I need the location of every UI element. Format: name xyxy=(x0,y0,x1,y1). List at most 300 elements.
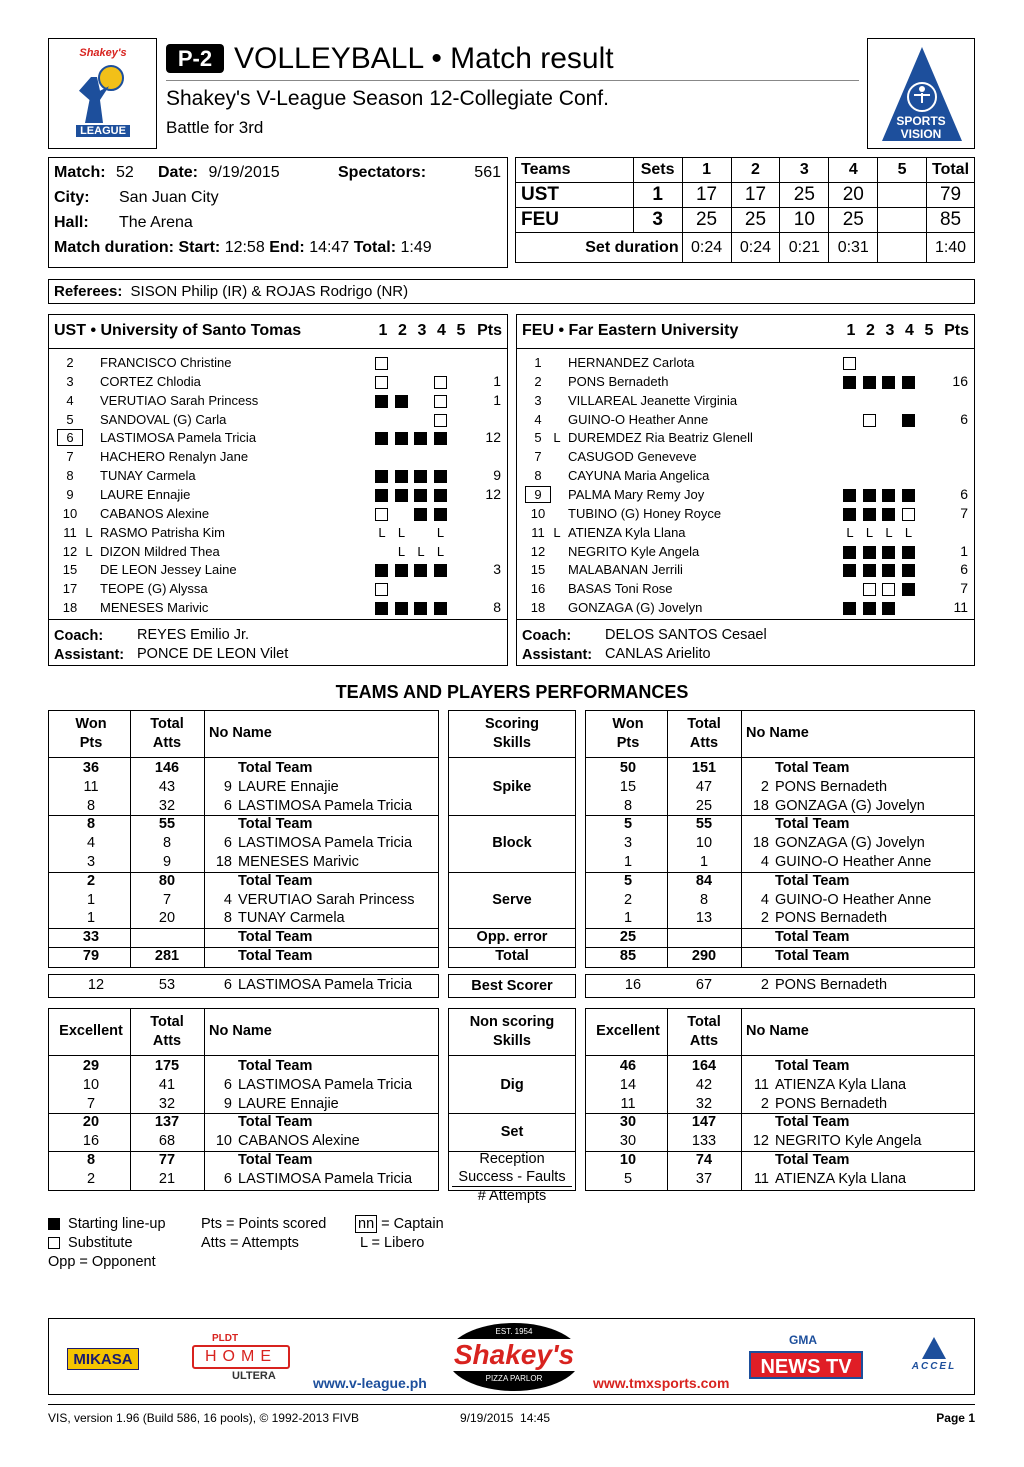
starting-square-icon xyxy=(863,508,876,521)
table-rule xyxy=(448,872,576,873)
player-name: LASTIMOSA Pamela Tricia xyxy=(238,1170,413,1187)
player-row xyxy=(49,372,507,391)
substitute-square-icon xyxy=(843,357,856,370)
assistant-label: Assistant: xyxy=(522,647,593,663)
table-rule xyxy=(48,1055,439,1056)
best-pts: 12 xyxy=(87,977,105,993)
libero-set-marker: L xyxy=(846,524,854,540)
player-number: 9 xyxy=(66,486,74,502)
player-name: GONZAGA (G) Jovelyn xyxy=(775,797,925,814)
starting-square-icon xyxy=(882,546,895,559)
starting-square-icon xyxy=(375,395,388,408)
player-row xyxy=(49,428,507,447)
player-name: GONZAGA (G) Jovelyn xyxy=(775,835,925,852)
match-duration-row xyxy=(54,239,432,257)
player-number: 11 xyxy=(531,524,545,540)
home-text: HOME xyxy=(192,1345,290,1369)
value-won: 11 xyxy=(83,778,99,795)
match-date: 9/19/2015 xyxy=(208,164,280,181)
value-won: 2 xyxy=(86,872,96,889)
value-won: 85 xyxy=(619,948,637,964)
scoreboard-header xyxy=(516,158,975,183)
skills-header: Skills xyxy=(493,1033,531,1049)
gma-text: GMA xyxy=(789,1333,817,1347)
starting-square-icon xyxy=(434,470,447,483)
value-atts: 9 xyxy=(162,854,172,870)
starting-square-icon xyxy=(863,546,876,559)
libero-marker: L xyxy=(553,524,561,540)
legend xyxy=(48,1215,468,1275)
start-time: 12:58 xyxy=(224,239,265,256)
value-atts: 133 xyxy=(691,1133,717,1150)
player-number: 2 xyxy=(534,373,542,389)
player-name: PONS Bernadeth xyxy=(775,778,888,795)
player-number: 2 xyxy=(760,1095,769,1112)
player-name: CABANOS Alexine xyxy=(238,1133,360,1150)
total-score: 79 xyxy=(927,183,975,208)
tmx-url: www.tmxsports.com xyxy=(593,1375,730,1391)
player-number: 15 xyxy=(530,562,546,578)
player-row xyxy=(517,466,974,485)
roster-set-header: 3 xyxy=(417,322,427,339)
substitute-square-icon xyxy=(375,508,388,521)
teams-header: Teams xyxy=(516,158,634,183)
best-atts: 53 xyxy=(158,977,176,993)
player-name: HACHERO Renalyn Jane xyxy=(100,449,249,465)
legend-starting-text: Starting line-up xyxy=(68,1216,166,1232)
footer-version: VIS, version 1.96 (Build 586, 16 pools), © 1992-2013 FIVB xyxy=(48,1411,360,1425)
starting-square-icon xyxy=(434,602,447,615)
starting-square-icon xyxy=(375,489,388,502)
roster-footer-rule xyxy=(517,619,974,620)
roster-set-header: 5 xyxy=(456,322,466,339)
value-won: 5 xyxy=(623,816,633,833)
player-number: 9 xyxy=(525,486,551,503)
player-name: MENESES Marivic xyxy=(238,854,359,870)
shakeys-logo-text: Shakey's xyxy=(79,47,127,59)
player-number: 10 xyxy=(215,1133,232,1150)
roster-set-header: 5 xyxy=(924,322,934,339)
scoreboard-table xyxy=(515,157,975,263)
value-atts: 55 xyxy=(158,816,176,833)
starting-square-icon xyxy=(882,489,895,502)
value-atts: 8 xyxy=(162,835,172,852)
reception-sub1: Success - Faults xyxy=(452,1168,572,1187)
coach-label: Coach: xyxy=(54,628,104,644)
player-number: 2 xyxy=(760,910,769,927)
total-time: 1:49 xyxy=(400,239,432,256)
value-atts: 20 xyxy=(158,910,176,927)
league-logo-text: LEAGUE xyxy=(76,125,130,137)
value-won: 2 xyxy=(623,891,633,908)
sports-vision-text-bottom: VISION xyxy=(900,127,942,141)
document-code-badge: P-2 xyxy=(166,44,224,73)
no-name-header: No Name xyxy=(746,1023,809,1039)
no-name-header: No Name xyxy=(209,725,272,741)
starting-square-icon xyxy=(902,489,915,502)
skill-name: Total xyxy=(495,948,529,964)
starting-square-icon xyxy=(882,602,895,615)
player-name: BASAS Toni Rose xyxy=(568,581,673,597)
sets-won: 1 xyxy=(633,183,682,208)
best-name: PONS Bernadeth xyxy=(775,977,888,993)
vleague-url: www.v-league.ph xyxy=(313,1375,427,1391)
starting-square-icon xyxy=(902,376,915,389)
roster-feu xyxy=(516,314,975,666)
player-number: 17 xyxy=(62,581,78,597)
value-won: 46 xyxy=(619,1058,637,1074)
value-atts: 1 xyxy=(699,854,709,870)
player-points: 6 xyxy=(960,561,968,578)
shakeys-league-logo xyxy=(73,47,133,142)
value-won: 16 xyxy=(82,1133,100,1150)
starting-square-icon xyxy=(48,1218,60,1230)
set-duration: 0:24 xyxy=(682,233,731,263)
date-label: Date: xyxy=(158,164,199,181)
mikasa-logo: MIKASA xyxy=(67,1348,139,1370)
player-name: Total Team xyxy=(238,1058,313,1074)
legend-substitute xyxy=(48,1234,133,1253)
player-name: Total Team xyxy=(775,1152,850,1168)
pts-header: Pts xyxy=(79,735,103,751)
value-atts: 43 xyxy=(158,778,176,795)
player-name: TUBINO (G) Honey Royce xyxy=(568,505,722,521)
substitute-square-icon xyxy=(48,1237,60,1249)
substitute-square-icon xyxy=(434,376,447,389)
set2-header: 2 xyxy=(731,158,780,183)
player-points: 16 xyxy=(952,372,968,389)
libero-set-marker: L xyxy=(378,524,386,540)
player-row xyxy=(517,485,974,504)
player-number: 4 xyxy=(534,411,542,427)
player-name: Total Team xyxy=(775,948,850,964)
player-points: 9 xyxy=(493,467,501,484)
roster-ust xyxy=(48,314,508,666)
start-label: Start: xyxy=(178,239,221,256)
excellent-header: Excellent xyxy=(596,1023,660,1039)
player-number: 18 xyxy=(752,797,769,814)
player-name: DIZON Mildred Thea xyxy=(100,543,220,559)
player-name: SANDOVAL (G) Carla xyxy=(100,411,227,427)
player-number: 5 xyxy=(66,411,74,427)
player-number: 11 xyxy=(753,1076,769,1093)
starting-square-icon xyxy=(882,564,895,577)
player-points: 8 xyxy=(493,599,501,616)
player-row xyxy=(49,560,507,579)
performances-heading: TEAMS AND PLAYERS PERFORMANCES xyxy=(335,682,689,702)
player-name: MENESES Marivic xyxy=(100,600,209,616)
roster-set-header: 3 xyxy=(885,322,895,339)
legend-opp: Opp = Opponent xyxy=(48,1254,156,1270)
set-score: 25 xyxy=(829,208,878,233)
value-atts: 32 xyxy=(695,1095,713,1112)
sponsors-box xyxy=(48,1318,975,1395)
player-row xyxy=(517,542,974,561)
player-name: Total Team xyxy=(775,760,850,776)
libero-set-marker: L xyxy=(417,543,425,559)
player-name: PONS Bernadeth xyxy=(775,910,888,927)
value-atts: 281 xyxy=(154,948,180,964)
reception-sub2: # Attempts xyxy=(477,1188,547,1204)
table-rule xyxy=(585,757,975,758)
value-atts: 25 xyxy=(695,797,713,814)
player-number: 6 xyxy=(223,797,232,814)
value-atts: 147 xyxy=(691,1114,717,1131)
starting-square-icon xyxy=(843,489,856,502)
legend-starting xyxy=(48,1215,166,1234)
value-won: 5 xyxy=(623,1170,633,1187)
value-won: 1 xyxy=(623,854,633,870)
player-name: LASTIMOSA Pamela Tricia xyxy=(238,797,413,814)
player-row xyxy=(49,504,507,523)
player-number: 1 xyxy=(534,355,542,370)
player-number: 11 xyxy=(753,1170,769,1187)
skill-name: Serve xyxy=(492,891,532,908)
match-label: Match: xyxy=(54,164,106,181)
value-atts: 164 xyxy=(691,1058,717,1074)
value-won: 50 xyxy=(619,760,637,776)
value-won: 3 xyxy=(86,854,96,870)
player-number: 7 xyxy=(534,449,542,465)
starting-square-icon xyxy=(434,564,447,577)
player-number: 16 xyxy=(530,581,546,597)
value-atts: 32 xyxy=(158,797,176,814)
end-label: End: xyxy=(269,239,305,256)
total-header: Total xyxy=(150,1014,184,1030)
legend-atts: Atts = Attempts xyxy=(201,1235,299,1251)
starting-square-icon xyxy=(414,470,427,483)
player-name: NEGRITO Kyle Angela xyxy=(775,1133,922,1150)
total-header: Total xyxy=(687,1014,721,1030)
player-name: Total Team xyxy=(238,872,313,889)
player-name: LAURE Ennajie xyxy=(100,486,191,502)
value-atts: 290 xyxy=(691,948,717,964)
player-name: DE LEON Jessey Laine xyxy=(100,562,237,578)
player-name: Total Team xyxy=(238,1152,313,1168)
best-scorer-label: Best Scorer xyxy=(471,978,553,994)
roster-footer-rule xyxy=(49,619,507,620)
starting-square-icon xyxy=(882,508,895,521)
player-name: FRANCISCO Christine xyxy=(100,355,232,370)
value-won: 8 xyxy=(86,1152,96,1168)
table-rule xyxy=(448,1055,576,1056)
table-rule xyxy=(448,757,576,758)
starting-square-icon xyxy=(414,602,427,615)
player-name: DUREMDEZ Ria Beatriz Glenell xyxy=(568,430,753,446)
player-number: 18 xyxy=(62,600,78,616)
libero-marker: L xyxy=(85,524,93,540)
substitute-square-icon xyxy=(375,376,388,389)
referees-box xyxy=(48,279,975,304)
value-atts: 55 xyxy=(695,816,713,833)
value-atts: 32 xyxy=(158,1095,176,1112)
captain-box: nn xyxy=(355,1215,377,1233)
player-row xyxy=(517,598,974,617)
starting-square-icon xyxy=(434,432,447,445)
player-points: 1 xyxy=(960,542,968,559)
player-name: NEGRITO Kyle Angela xyxy=(568,543,700,559)
player-name: Total Team xyxy=(238,760,313,776)
table-rule xyxy=(585,1055,975,1056)
player-name: GUINO-O Heather Anne xyxy=(568,411,709,427)
no-name-header: No Name xyxy=(746,725,809,741)
starting-square-icon xyxy=(395,602,408,615)
set-duration: 0:31 xyxy=(829,233,878,263)
player-number: 18 xyxy=(752,835,769,852)
player-name: CABANOS Alexine xyxy=(100,505,210,521)
roster-pts-header: Pts xyxy=(477,322,502,339)
libero-marker: L xyxy=(553,430,561,446)
libero-set-marker: L xyxy=(865,524,874,540)
starting-square-icon xyxy=(843,376,856,389)
player-name: LAURE Ennajie xyxy=(238,778,339,795)
table-rule xyxy=(48,757,439,758)
coach-name: DELOS SANTOS Cesael xyxy=(605,627,767,643)
player-number: 11 xyxy=(63,524,77,540)
value-atts: 74 xyxy=(695,1152,713,1168)
value-atts: 146 xyxy=(154,760,180,776)
player-number: 6 xyxy=(57,429,83,446)
table-rule xyxy=(741,1008,742,1191)
player-points: 3 xyxy=(493,561,501,578)
pldt-text: PLDT xyxy=(212,1333,239,1344)
libero-set-marker: L xyxy=(397,524,406,540)
player-name: RASMO Patrisha Kim xyxy=(100,524,225,540)
shakeys-pizza-logo xyxy=(447,1323,581,1391)
player-name: Total Team xyxy=(238,1114,313,1131)
player-number: 10 xyxy=(530,505,546,521)
value-atts: 21 xyxy=(158,1170,176,1187)
spectators-label: Spectators: xyxy=(338,164,427,181)
value-won: 7 xyxy=(86,1095,96,1112)
atts-header: Atts xyxy=(152,735,182,751)
starting-square-icon xyxy=(902,564,915,577)
value-won: 4 xyxy=(86,835,96,852)
value-won: 2 xyxy=(86,1170,96,1187)
starting-square-icon xyxy=(882,376,895,389)
value-atts: 37 xyxy=(695,1170,713,1187)
value-won: 14 xyxy=(619,1076,637,1093)
match-phase: Battle for 3rd xyxy=(166,118,264,137)
player-number: 12 xyxy=(62,543,78,559)
player-number: 6 xyxy=(223,835,232,852)
excellent-header: Excellent xyxy=(59,1023,123,1039)
player-points: 6 xyxy=(960,410,968,427)
roster-set-header: 2 xyxy=(866,322,875,339)
player-row xyxy=(49,410,507,429)
player-name: Total Team xyxy=(775,872,850,889)
roster-set-header: 4 xyxy=(437,322,446,339)
libero-set-marker: L xyxy=(904,524,913,540)
player-name: Total Team xyxy=(775,929,850,946)
value-won: 1 xyxy=(86,910,96,927)
skill-name: Spike xyxy=(492,778,532,795)
substitute-square-icon xyxy=(434,395,447,408)
spectators-count: 561 xyxy=(474,164,501,181)
substitute-square-icon xyxy=(375,583,388,596)
skill-name: Opp. error xyxy=(476,929,548,946)
starting-square-icon xyxy=(863,564,876,577)
table-rule xyxy=(448,815,576,816)
player-name: CORTEZ Chlodia xyxy=(100,373,201,389)
player-points: 7 xyxy=(960,580,968,597)
set5-header: 5 xyxy=(878,158,927,183)
value-atts: 13 xyxy=(695,910,713,927)
set3-header: 3 xyxy=(780,158,829,183)
player-row xyxy=(49,447,507,466)
player-number: 9 xyxy=(223,778,232,795)
substitute-square-icon xyxy=(902,508,915,521)
player-row xyxy=(49,523,507,542)
value-won: 33 xyxy=(82,929,100,946)
player-number: 3 xyxy=(66,373,74,389)
set1-header: 1 xyxy=(682,158,731,183)
player-number: 7 xyxy=(66,449,74,465)
player-number: 18 xyxy=(530,600,546,616)
starting-square-icon xyxy=(414,564,427,577)
starting-square-icon xyxy=(902,546,915,559)
set-duration-total: 1:40 xyxy=(927,233,975,263)
skills-header: Skills xyxy=(493,735,531,751)
substitute-square-icon xyxy=(863,583,876,596)
player-name: LASTIMOSA Pamela Tricia xyxy=(100,430,257,446)
skill-name: Reception xyxy=(479,1151,545,1167)
legend-captain-text: = Captain xyxy=(381,1216,444,1232)
legend-libero: L = Libero xyxy=(360,1235,425,1251)
player-name: Total Team xyxy=(775,1058,850,1074)
player-row xyxy=(517,353,974,372)
date-row xyxy=(158,164,280,182)
league-logo-box xyxy=(48,38,157,149)
roster-pts-header: Pts xyxy=(944,322,969,339)
player-number: 9 xyxy=(223,1095,232,1112)
league-name: Shakey's V-League Season 12-Collegiate Conf. xyxy=(166,87,609,110)
pts-header: Pts xyxy=(616,735,640,751)
value-won: 20 xyxy=(82,1114,100,1131)
starting-square-icon xyxy=(375,432,388,445)
player-name: Total Team xyxy=(775,1114,850,1131)
set-score: 10 xyxy=(780,208,829,233)
player-number: 10 xyxy=(62,505,78,521)
atts-header: Atts xyxy=(152,1033,182,1049)
player-points: 12 xyxy=(485,485,501,502)
total-label: Total: xyxy=(353,239,397,256)
value-won: 5 xyxy=(623,872,633,889)
newstv-text: NEWS TV xyxy=(749,1351,863,1379)
player-number: 4 xyxy=(223,891,232,908)
value-atts: 7 xyxy=(162,891,172,908)
starting-square-icon xyxy=(375,564,388,577)
assistant-name: PONCE DE LEON Vilet xyxy=(137,646,289,662)
skills-header: Non scoring xyxy=(469,1014,555,1030)
player-points: 7 xyxy=(960,504,968,521)
player-name: Total Team xyxy=(238,816,313,833)
roster-header-rule xyxy=(517,348,974,349)
set-score: 17 xyxy=(682,183,731,208)
player-name: Total Team xyxy=(238,948,313,964)
set-duration-row xyxy=(516,233,975,263)
hall-value: The Arena xyxy=(119,214,193,231)
footer-datetime: 9/19/2015 14:45 xyxy=(460,1411,551,1425)
sports-vision-text-top: SPORTS xyxy=(896,114,946,128)
starting-square-icon xyxy=(395,564,408,577)
atts-header: Atts xyxy=(689,735,719,751)
starting-square-icon xyxy=(414,508,427,521)
assistant-label: Assistant: xyxy=(54,647,125,663)
value-won: 25 xyxy=(619,929,637,946)
starting-square-icon xyxy=(395,395,408,408)
substitute-square-icon xyxy=(434,414,447,427)
